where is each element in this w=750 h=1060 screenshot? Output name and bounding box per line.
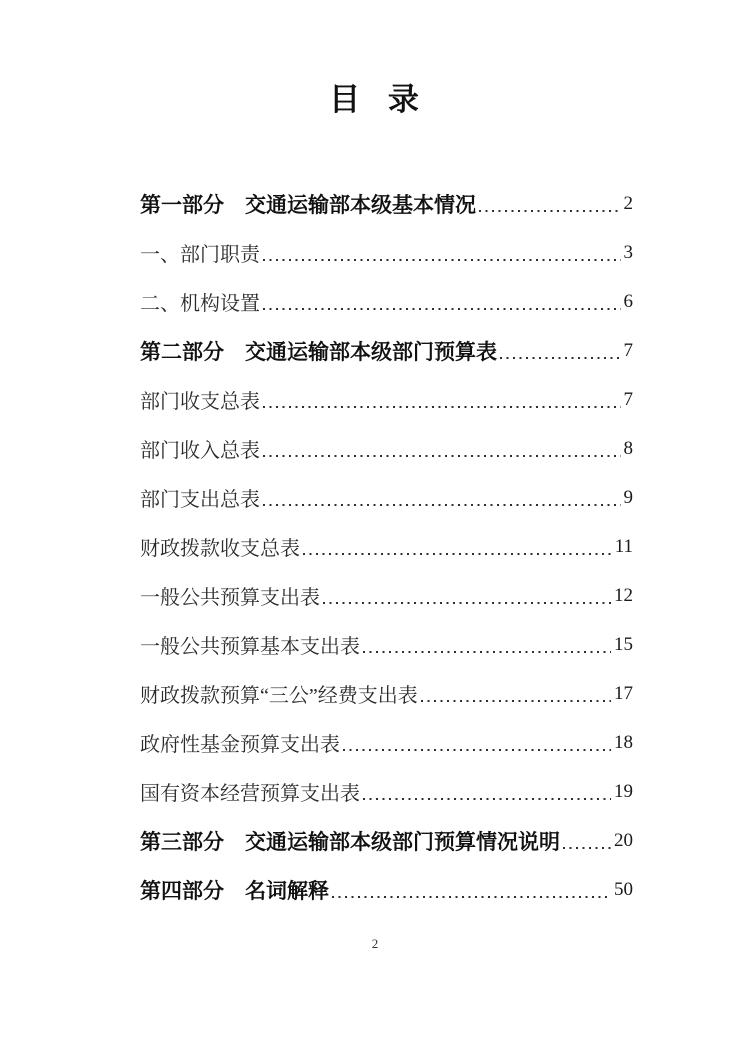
toc-entry <box>140 375 633 424</box>
dot-leader <box>263 454 621 457</box>
toc-entry-label: 部门收支总表 <box>140 391 260 413</box>
toc-entry-label: 第一部分 交通运输部本级基本情况 <box>140 193 476 217</box>
toc-entry-label: 一般公共预算支出表 <box>140 587 320 609</box>
toc-entry-page-number: 19 <box>614 780 633 802</box>
toc-entry-label: 财政拨款预算“三公”经费支出表 <box>140 685 418 707</box>
toc-entry <box>140 816 633 865</box>
toc-entry-page-number: 7 <box>623 388 633 410</box>
page-title: 目 录 <box>329 82 421 117</box>
dot-leader <box>323 601 611 604</box>
toc-entry-page-number: 12 <box>614 584 633 606</box>
dot-leader <box>363 650 611 653</box>
toc-entry-page-number: 9 <box>623 486 633 508</box>
toc-entry-page-number: 20 <box>614 829 633 851</box>
toc-entry <box>140 228 633 277</box>
dot-leader <box>563 846 611 849</box>
toc-entry-page-number: 6 <box>623 290 633 312</box>
dot-leader <box>500 356 621 359</box>
toc-entry <box>140 179 633 228</box>
toc-entry-page-number: 18 <box>614 731 633 753</box>
toc-entry-label: 财政拨款收支总表 <box>140 538 300 560</box>
toc-entry <box>140 326 633 375</box>
toc-entry-page-number: 8 <box>623 437 633 459</box>
toc-entry <box>140 522 633 571</box>
toc-entry-label: 部门支出总表 <box>140 489 260 511</box>
dot-leader <box>263 258 621 261</box>
toc-entry-page-number: 50 <box>614 878 633 900</box>
toc-entry <box>140 767 633 816</box>
toc-entry-page-number: 7 <box>623 339 633 361</box>
toc-entry <box>140 277 633 326</box>
toc-entry-label: 第四部分 名词解释 <box>140 879 329 903</box>
table-of-contents <box>140 179 633 914</box>
dot-leader <box>363 797 611 800</box>
toc-entry-page-number: 3 <box>623 241 633 263</box>
toc-entry <box>140 718 633 767</box>
dot-leader <box>303 552 612 555</box>
toc-entry-label: 一、部门职责 <box>140 244 260 266</box>
dot-leader <box>263 405 621 408</box>
toc-entry-page-number: 15 <box>614 633 633 655</box>
footer-page-number: 2 <box>371 936 379 951</box>
toc-entry-label: 第二部分 交通运输部本级部门预算表 <box>140 340 497 364</box>
dot-leader <box>421 699 611 702</box>
dot-leader <box>343 748 611 751</box>
toc-entry <box>140 620 633 669</box>
toc-entry <box>140 669 633 718</box>
dot-leader <box>263 503 621 506</box>
dot-leader <box>263 307 621 310</box>
toc-entry <box>140 473 633 522</box>
toc-entry-label: 国有资本经营预算支出表 <box>140 783 360 805</box>
dot-leader <box>332 895 611 898</box>
toc-entry-page-number: 11 <box>614 535 633 557</box>
dot-leader <box>479 209 621 212</box>
toc-entry-label: 第三部分 交通运输部本级部门预算情况说明 <box>140 830 560 854</box>
toc-entry-label: 一般公共预算基本支出表 <box>140 636 360 658</box>
toc-entry <box>140 865 633 914</box>
toc-entry-label: 部门收入总表 <box>140 440 260 462</box>
toc-entry-page-number: 17 <box>614 682 633 704</box>
toc-entry <box>140 424 633 473</box>
toc-entry <box>140 571 633 620</box>
toc-entry-label: 政府性基金预算支出表 <box>140 734 340 756</box>
toc-entry-label: 二、机构设置 <box>140 293 260 315</box>
toc-entry-page-number: 2 <box>623 192 633 214</box>
